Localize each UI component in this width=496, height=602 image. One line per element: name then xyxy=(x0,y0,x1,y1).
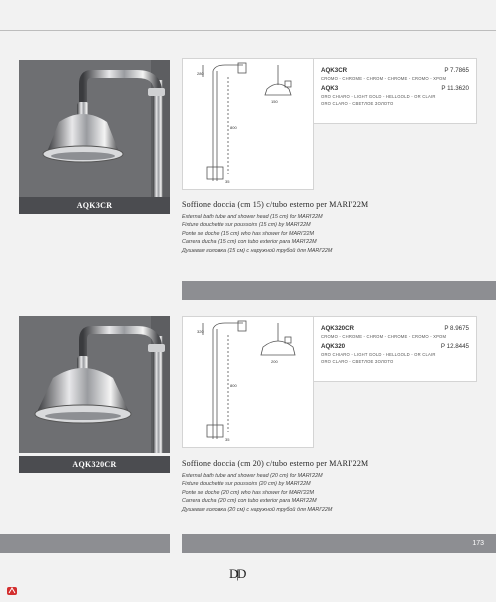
technical-drawing xyxy=(182,316,314,448)
product-price: P 7.7865 xyxy=(444,67,469,74)
description-line: Carrera ducha (20 cm) con tubo exterior para MARI'22M xyxy=(182,498,317,505)
description-line: Ponte se doche (15 cm) who has shower for MARI'22M xyxy=(182,230,314,237)
footer-bar xyxy=(182,534,496,553)
product-photo-aqk3cr xyxy=(19,60,170,197)
acrobat-icon[interactable] xyxy=(6,584,18,602)
product-code: AQK320 xyxy=(321,343,346,350)
divider-bar xyxy=(182,281,496,300)
finish-text: CROMO - CHROME - CHROM - CHROME - CROMO - ХРОМ xyxy=(321,76,447,81)
code-row xyxy=(321,85,469,93)
product-photo-aqk320cr xyxy=(19,316,170,453)
code-row xyxy=(321,67,469,75)
description-line: Carrera ducha (15 cm) con tubo exterior para MARI'22M xyxy=(182,239,317,246)
code-price-box xyxy=(313,58,477,124)
description-title: Soffione doccia (cm 20) c/tubo esterno per MARI'22M xyxy=(182,459,369,468)
dim-top: 280 xyxy=(197,71,204,76)
code-row xyxy=(321,343,469,351)
product-price: P 11.3620 xyxy=(441,85,469,92)
description-line: Fixture douchette sur poussoirs (20 cm) by MARI'22M xyxy=(182,481,311,488)
brand-logo: D|D xyxy=(229,566,245,581)
code-row xyxy=(321,325,469,333)
dim-head: 150 xyxy=(271,99,278,104)
page-number: 173 xyxy=(472,540,484,547)
finish-text: ORO CHIARO - LIGHT GOLD - HELLGOLD - OR CLAIR xyxy=(321,94,436,99)
product-code: AQK3 xyxy=(321,85,339,92)
product-code: AQK320CR xyxy=(321,325,355,332)
technical-drawing xyxy=(182,58,314,190)
product-description xyxy=(182,459,482,514)
description-line: External bath tube and shower head (20 cm) for MARI'22M xyxy=(182,473,323,479)
dim-base: 35 xyxy=(225,437,230,442)
dim-base: 35 xyxy=(225,179,230,184)
product-caption: AQK320CR xyxy=(19,456,170,473)
dim-height: 800 xyxy=(230,383,237,388)
description-title: Soffione doccia (cm 15) c/tubo esterno per MARI'22M xyxy=(182,200,369,209)
product-caption: AQK3CR xyxy=(19,197,170,214)
description-line: External bath tube and shower head (15 cm) for MARI'22M xyxy=(182,214,323,220)
finish-text: ORO CHIARO - LIGHT GOLD - HELLGOLD - OR CLAIR xyxy=(321,352,436,357)
dim-height: 800 xyxy=(230,125,237,130)
top-rule xyxy=(0,30,496,31)
dim-head: 200 xyxy=(271,359,278,364)
finish-text: ORO CLARO - СВЕТЛОЕ ЗОЛОТО xyxy=(321,101,394,106)
finish-text: CROMO - CHROME - CHROM - CHROME - CROMO - ХРОМ xyxy=(321,334,447,339)
finish-text: ORO CLARO - СВЕТЛОЕ ЗОЛОТО xyxy=(321,359,394,364)
product-price: P 8.9675 xyxy=(444,325,469,332)
description-line: Ponte se doche (20 cm) who has shower for MARI'22M xyxy=(182,489,314,496)
product-code: AQK3CR xyxy=(321,67,348,74)
description-line: Душевая головка (15 см) с наружной трубой для MARI'22M xyxy=(182,247,333,254)
description-line: Fixture douchette sur poussoirs (15 cm) by MARI'22M xyxy=(182,222,311,229)
code-price-box xyxy=(313,316,477,382)
product-price: P 12.8445 xyxy=(440,343,469,350)
footer-bar-left xyxy=(0,534,170,553)
description-line: Душевая головка (20 см) с наружной трубой для MARI'22M xyxy=(182,506,333,513)
dim-top: 320 xyxy=(197,329,204,334)
product-description xyxy=(182,200,482,255)
